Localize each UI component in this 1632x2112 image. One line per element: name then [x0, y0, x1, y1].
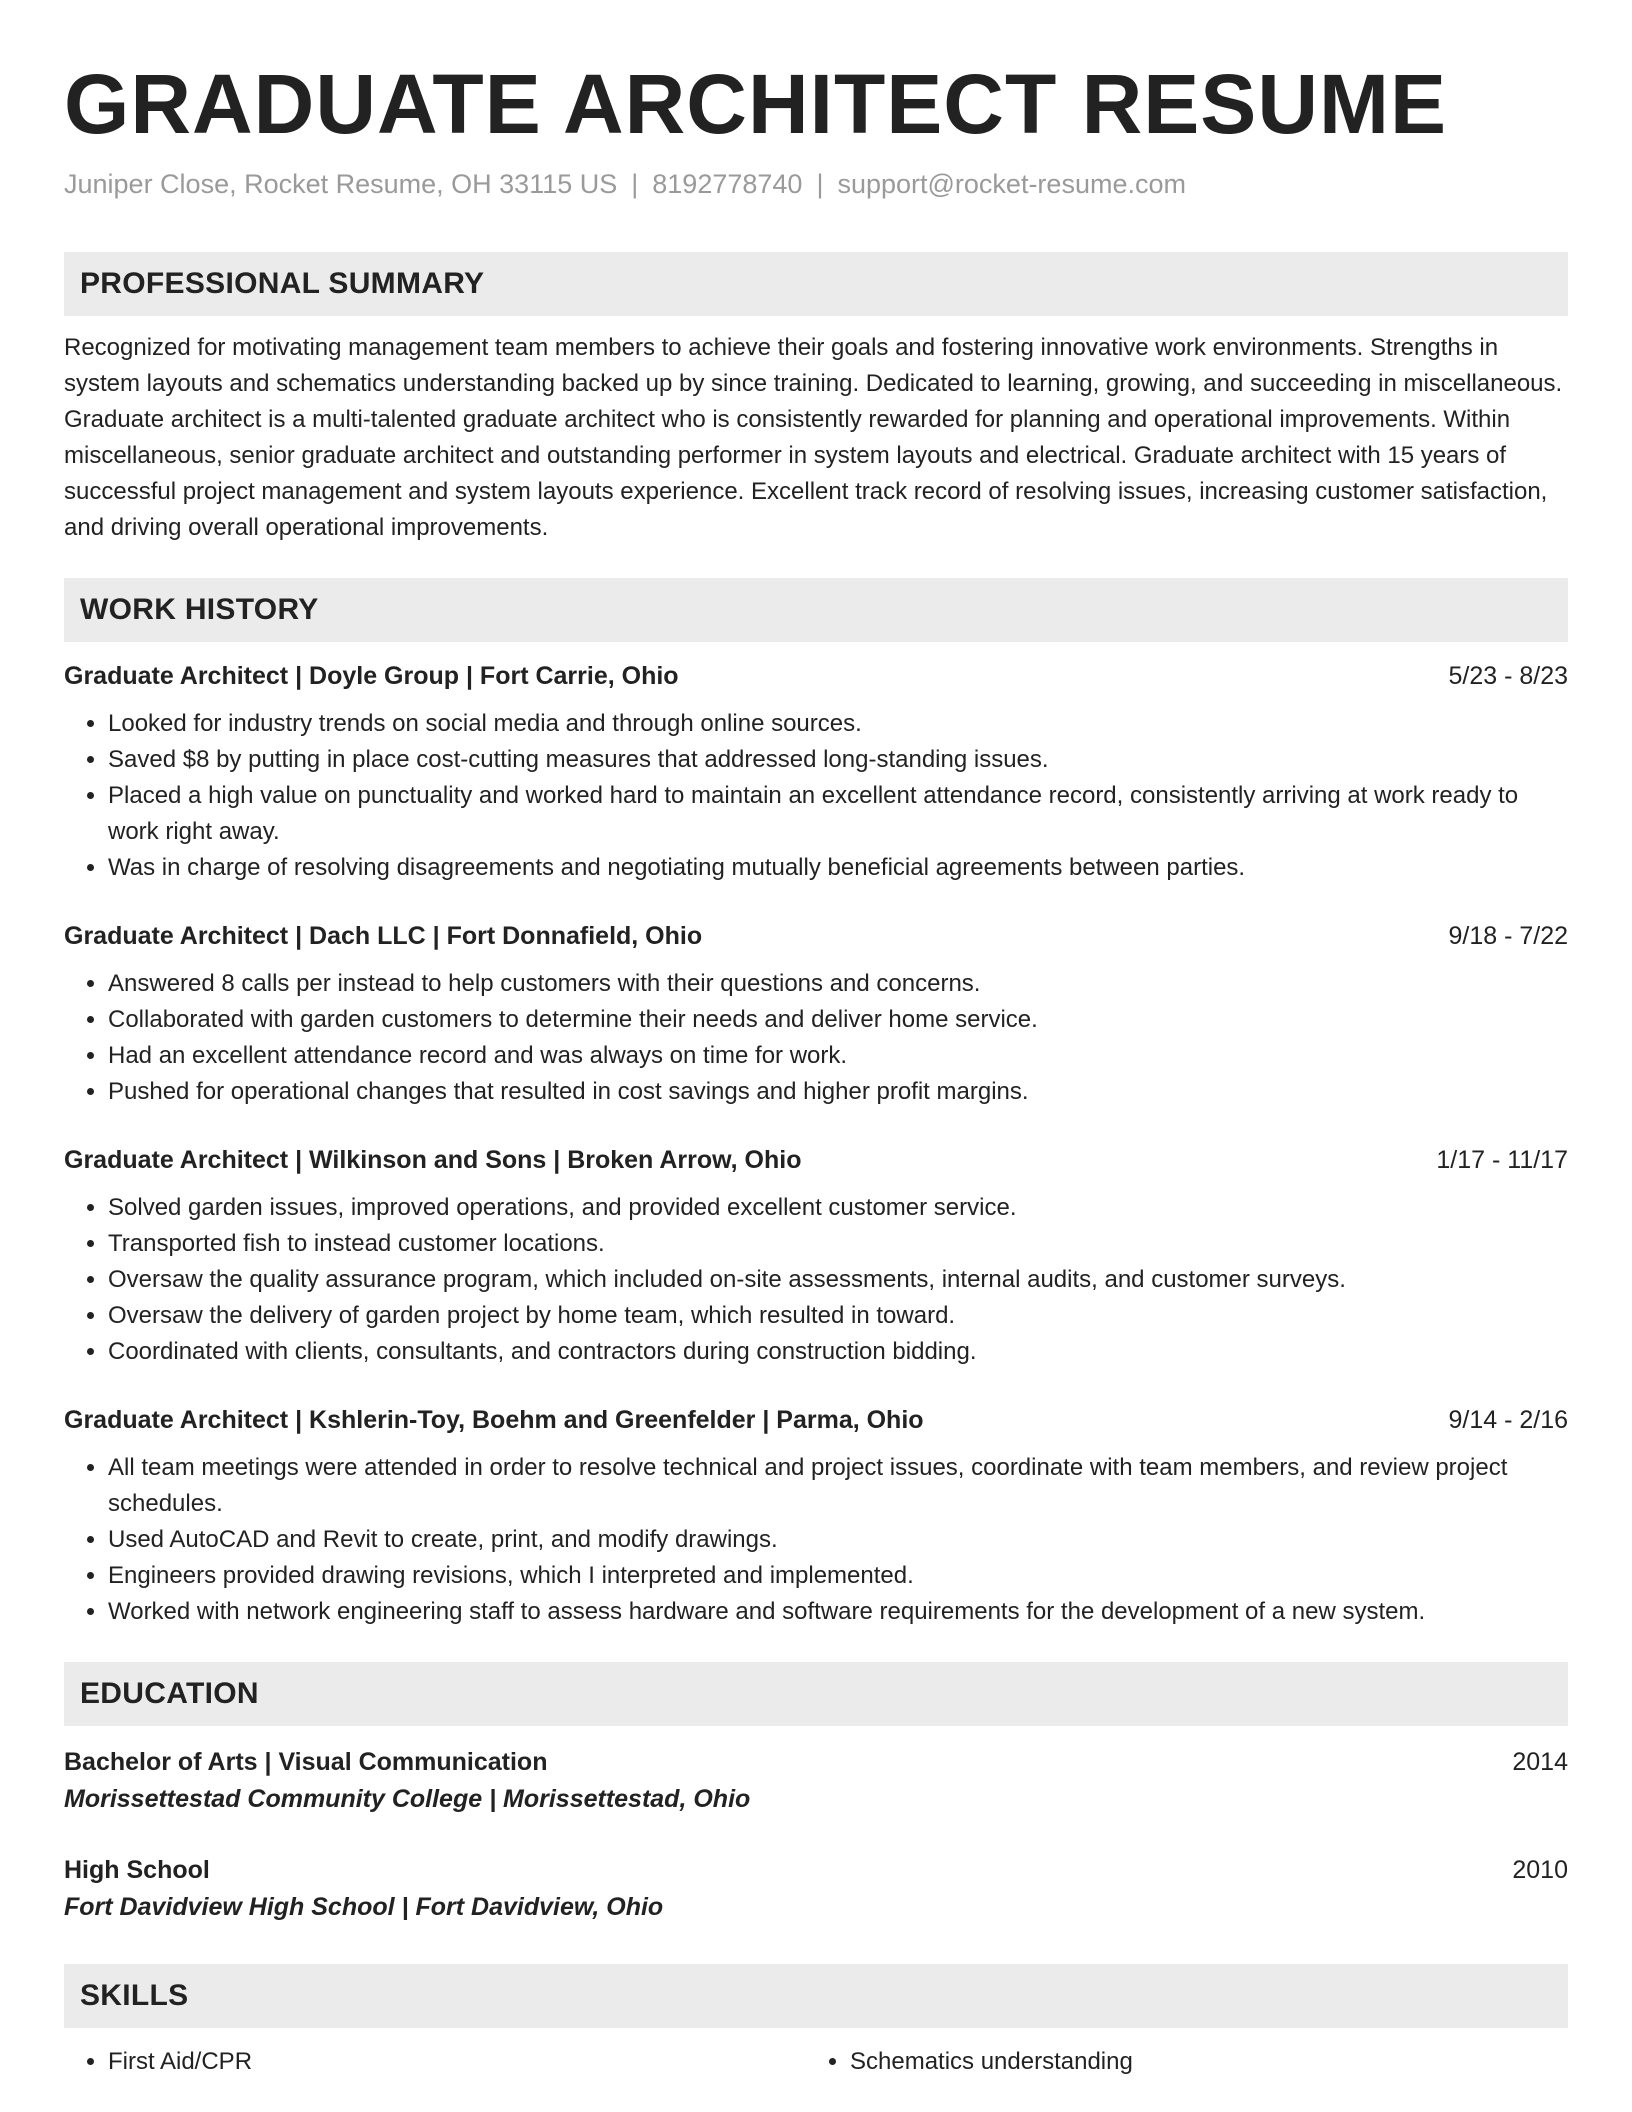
education-header — [64, 1852, 1568, 1888]
job-bullet: • Solved garden issues, improved operations, and provided excellent customer service. — [108, 1190, 1568, 1226]
job-header — [64, 660, 1568, 692]
job-bullet: • Looked for industry trends on social media and through online sources. — [108, 706, 1568, 742]
job-dates: 9/18 - 7/22 — [1448, 922, 1568, 951]
job-entry — [64, 1404, 1568, 1630]
contact-line — [64, 168, 1568, 200]
contact-email: support@rocket-resume.com — [837, 169, 1186, 199]
education-entry — [64, 1852, 1568, 1926]
job-entry — [64, 1144, 1568, 1370]
job-dates: 1/17 - 11/17 — [1436, 1146, 1568, 1175]
job-bullets — [64, 1190, 1568, 1370]
job-title: Graduate Architect | Wilkinson and Sons | Broken Arrow, Ohio — [64, 1146, 802, 1175]
section-header-summary: PROFESSIONAL SUMMARY — [64, 252, 1568, 316]
job-bullet: • Engineers provided drawing revisions, which I interpreted and implemented. — [108, 1558, 1568, 1594]
education-list — [64, 1744, 1568, 1926]
job-bullet: • Worked with network engineering staff to assess hardware and software requirements for the development of a new system. — [108, 1594, 1568, 1630]
education-degree: High School — [64, 1856, 210, 1885]
job-entry — [64, 920, 1568, 1110]
job-bullet: • All team meetings were attended in order to resolve technical and project issues, coordinate with team members, and review project schedules. — [108, 1450, 1568, 1522]
section-header-work-history: WORK HISTORY — [64, 578, 1568, 642]
education-school: Morissettestad Community College | Morissettestad, Ohio — [64, 1785, 751, 1814]
education-degree: Bachelor of Arts | Visual Communication — [64, 1748, 548, 1777]
job-bullet: • Placed a high value on punctuality and worked hard to maintain an excellent attendance record, consistently arriving at work ready to work right away. — [108, 778, 1568, 850]
job-dates: 5/23 - 8/23 — [1448, 662, 1568, 691]
job-bullet: • Transported fish to instead customer locations. — [108, 1226, 1568, 1262]
skills-column-left — [64, 2044, 806, 2080]
contact-separator: | — [631, 169, 639, 199]
resume-title: GRADUATE ARCHITECT RESUME — [64, 57, 1447, 151]
education-header — [64, 1744, 1568, 1780]
job-title: Graduate Architect | Kshlerin-Toy, Boehm and Greenfelder | Parma, Ohio — [64, 1406, 924, 1435]
job-bullets — [64, 1450, 1568, 1630]
education-entry — [64, 1744, 1568, 1818]
job-bullet: • Coordinated with clients, consultants, and contractors during construction bidding. — [108, 1334, 1568, 1370]
job-bullet: • Collaborated with garden customers to determine their needs and deliver home service. — [108, 1002, 1568, 1038]
education-year: 2010 — [1512, 1856, 1568, 1885]
job-bullet: • Pushed for operational changes that resulted in cost savings and higher profit margins. — [108, 1074, 1568, 1110]
job-bullet: • Oversaw the delivery of garden project by home team, which resulted in toward. — [108, 1298, 1568, 1334]
job-title: Graduate Architect | Dach LLC | Fort Donnafield, Ohio — [64, 922, 703, 951]
job-entry — [64, 660, 1568, 886]
contact-separator: | — [816, 169, 824, 199]
job-bullets — [64, 966, 1568, 1110]
education-year: 2014 — [1512, 1748, 1568, 1777]
section-header-skills: SKILLS — [64, 1964, 1568, 2028]
job-dates: 9/14 - 2/16 — [1448, 1406, 1568, 1435]
job-title: Graduate Architect | Doyle Group | Fort Carrie, Ohio — [64, 662, 679, 691]
job-bullet: • Used AutoCAD and Revit to create, print, and modify drawings. — [108, 1522, 1568, 1558]
skills-list — [64, 2044, 1568, 2080]
skills-column-right — [806, 2044, 1548, 2080]
job-bullet: • Saved $8 by putting in place cost-cutting measures that addressed long-standing issues. — [108, 742, 1568, 778]
job-header — [64, 1404, 1568, 1436]
job-bullet: • Was in charge of resolving disagreements and negotiating mutually beneficial agreements between parties. — [108, 850, 1568, 886]
contact-phone: 8192778740 — [652, 169, 803, 199]
skill-item: • Schematics understanding — [850, 2044, 1548, 2080]
skill-item: • First Aid/CPR — [108, 2044, 806, 2080]
job-bullet: • Had an excellent attendance record and was always on time for work. — [108, 1038, 1568, 1074]
job-bullets — [64, 706, 1568, 886]
job-bullet: • Answered 8 calls per instead to help customers with their questions and concerns. — [108, 966, 1568, 1002]
work-history-list — [64, 660, 1568, 1630]
summary-text: Recognized for motivating management team members to achieve their goals and fostering innovative work environments. Strengths in system layouts and schematics understanding backed up by since training. Dedicated to learning, growing, and succeeding in miscellaneous. Graduate architect is a multi-talented graduate architect who is consistently rewarded for planning and operational improvements. Within miscellaneous, senior graduate architect and outstanding performer in system layouts and electrical. Graduate architect with 15 years of successful project management and system layouts experience. Excellent track record of resolving issues, increasing customer satisfaction, and driving overall operational improvements. — [64, 334, 1563, 542]
job-bullet: • Oversaw the quality assurance program, which included on-site assessments, internal audits, and customer surveys. — [108, 1262, 1568, 1298]
job-header — [64, 1144, 1568, 1176]
section-header-education: EDUCATION — [64, 1662, 1568, 1726]
education-school: Fort Davidview High School | Fort Davidview, Ohio — [64, 1893, 664, 1922]
job-header — [64, 920, 1568, 952]
contact-address: Juniper Close, Rocket Resume, OH 33115 US — [64, 169, 618, 199]
